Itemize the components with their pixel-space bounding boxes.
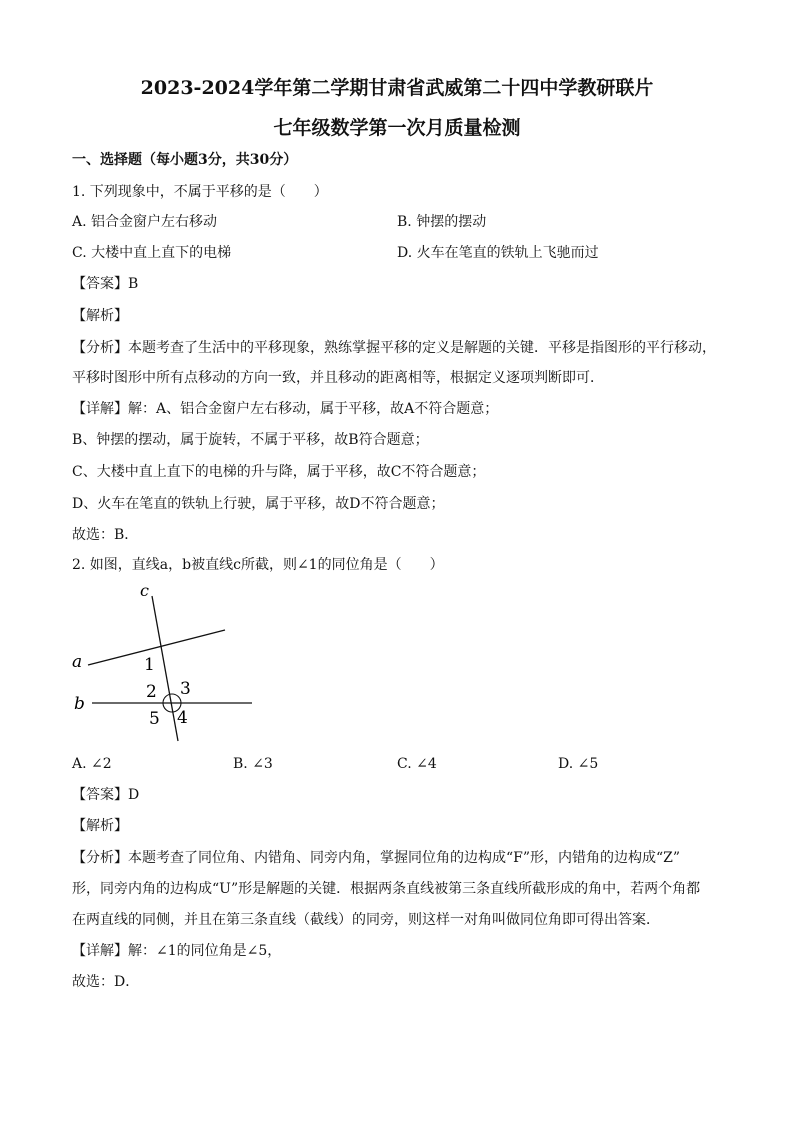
angle-label-1: 1 xyxy=(144,655,155,675)
q2-stem: 2. 如图，直线a，b被直线c所截，则∠1的同位角是（ ） xyxy=(72,557,444,573)
q2-option-b: B. ∠3 xyxy=(233,756,273,772)
q1-option-a: A. 铝合金窗户左右移动 xyxy=(72,214,218,230)
line-a xyxy=(88,630,225,665)
exam-title-line2: 七年级数学第一次月质量检测 xyxy=(273,117,521,139)
q1-stem: 1. 下列现象中，不属于平移的是（ ） xyxy=(72,184,328,200)
angle-label-5: 5 xyxy=(149,709,160,729)
q2-analysis-line2: 形，同旁内角的边构成“U”形是解题的关键．根据两条直线被第三条直线所截形成的角中，若两个角都 xyxy=(72,881,701,897)
q2-option-a: A. ∠2 xyxy=(72,756,112,772)
q2-analysis-label: 【解析】 xyxy=(72,818,128,834)
section-heading: 一、选择题（每小题3分，共30分） xyxy=(72,152,298,168)
label-c: c xyxy=(140,581,149,600)
q2-choose: 故选：D． xyxy=(72,974,140,990)
q2-figure xyxy=(60,578,270,748)
q2-option-d: D. ∠5 xyxy=(558,756,599,772)
q1-detail-line4: D、火车在笔直的铁轨上行驶，属于平移，故D不符合题意； xyxy=(72,496,445,512)
q1-option-b: B. 钟摆的摆动 xyxy=(397,214,487,230)
q1-option-d: D. 火车在笔直的铁轨上飞驰而过 xyxy=(397,245,599,261)
q2-analysis-line1: 【分析】本题考查了同位角、内错角、同旁内角，掌握同位角的边构成“F”形，内错角的边构成“Z” xyxy=(72,850,681,866)
q1-analysis-line1: 【分析】本题考查了生活中的平移现象，熟练掌握平移的定义是解题的关键．平移是指图形的平行移动， xyxy=(72,340,716,356)
q2-analysis-line3: 在两直线的同侧，并且在第三条直线（截线）的同旁，则这样一对角叫做同位角即可得出答案． xyxy=(72,912,660,928)
label-b: b xyxy=(74,694,85,714)
label-a: a xyxy=(72,652,83,672)
angle-label-2: 2 xyxy=(146,682,157,702)
q1-analysis-label: 【解析】 xyxy=(72,308,128,324)
q2-option-c: C. ∠4 xyxy=(397,756,437,772)
q1-option-c: C. 大楼中直上直下的电梯 xyxy=(72,245,232,261)
q1-answer: 【答案】B xyxy=(72,276,139,292)
exam-title-line1: 2023-2024学年第二学期甘肃省武威第二十四中学教研联片 xyxy=(140,77,654,99)
q2-detail-line1: 【详解】解：∠1的同位角是∠5， xyxy=(72,943,282,959)
q1-detail-line2: B、钟摆的摆动，属于旋转，不属于平移，故B符合题意； xyxy=(72,432,429,448)
q1-detail-line1: 【详解】解：A、铝合金窗户左右移动，属于平移，故A不符合题意； xyxy=(72,401,499,417)
q1-choose: 故选：B． xyxy=(72,527,139,543)
angle-label-4: 4 xyxy=(177,708,188,728)
q1-detail-line3: C、大楼中直上直下的电梯的升与降，属于平移，故C不符合题意； xyxy=(72,464,486,480)
q2-answer: 【答案】D xyxy=(72,787,140,803)
angle-label-3: 3 xyxy=(180,679,191,699)
q1-analysis-line2: 平移时图形中所有点移动的方向一致，并且移动的距离相等，根据定义逐项判断即可． xyxy=(72,370,604,386)
